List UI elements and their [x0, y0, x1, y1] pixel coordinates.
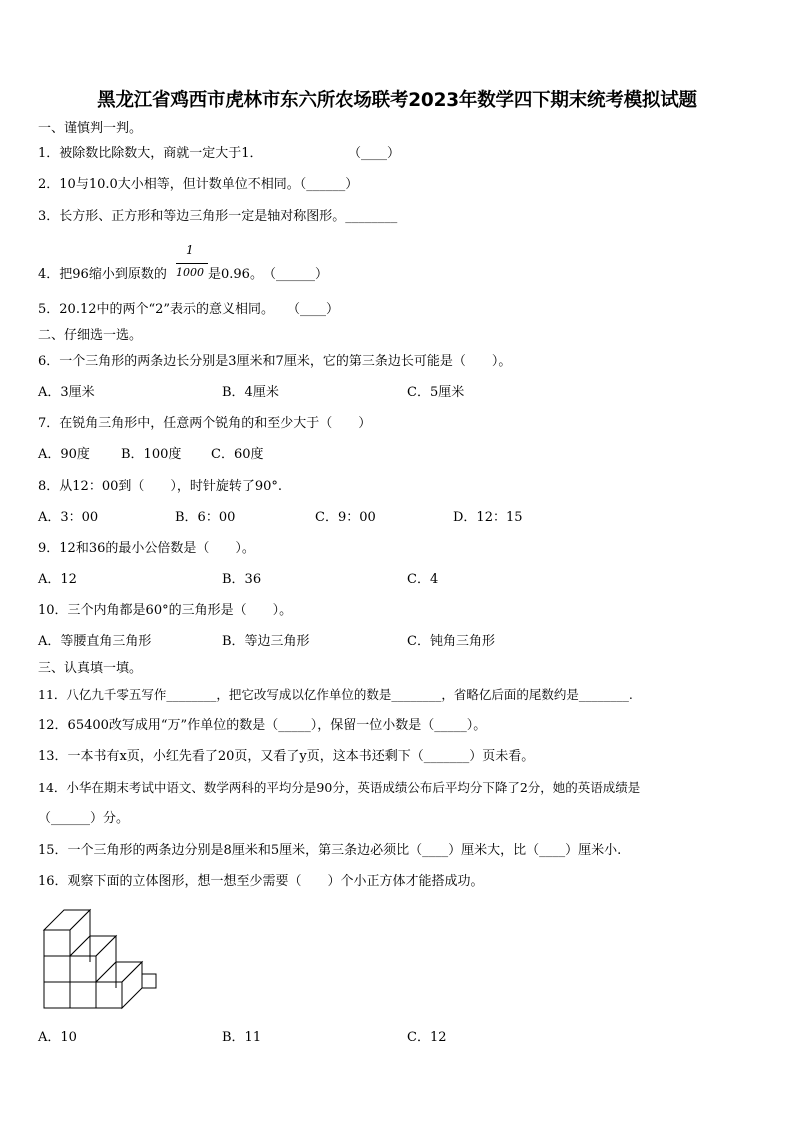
cube-edge — [142, 974, 156, 988]
question-14-line-2: （______）分。 — [38, 811, 130, 826]
cube-face — [70, 982, 96, 1008]
fraction-numerator: 1 — [186, 243, 194, 257]
question-6: 6．一个三角形的两条边长分别是3厘米和7厘米，它的第三条边长可能是（ ）。 — [38, 354, 512, 369]
cube-staircase-figure — [38, 905, 172, 1015]
section-heading-3: 三、认真填一填。 — [38, 661, 143, 676]
question-8: 8．从12：00到（ ），时针旋转了90°. — [38, 479, 283, 494]
question-16: 16．观察下面的立体图形，想一想至少需要（ ）个小正方体才能搭成功。 — [38, 874, 484, 889]
cube-face — [44, 956, 70, 982]
q10-option-c: C．钝角三角形 — [407, 634, 495, 649]
cube-face — [70, 956, 96, 982]
question-4-suffix: 是0.96。 （______） — [208, 267, 328, 282]
q16-option-a: A．10 — [38, 1030, 77, 1045]
cube-face — [96, 982, 122, 1008]
question-7: 7．在锐角三角形中，任意两个锐角的和至少大于（ ） — [38, 416, 372, 431]
section-heading-2: 二、仔细选一选。 — [38, 328, 143, 343]
q16-option-b: B．11 — [222, 1030, 262, 1045]
fraction-denominator: 1000 — [176, 266, 204, 279]
q9-option-c: C．4 — [407, 572, 439, 587]
question-12: 12．65400改写成用“万”作单位的数是（_____），保留一位小数是（_____）。 — [38, 718, 487, 733]
page-title: 黑龙江省鸡西市虎林市东六所农场联考2023年数学四下期末统考模拟试题 — [97, 90, 697, 111]
q6-option-b: B．4厘米 — [222, 385, 279, 400]
question-13: 13．一本书有x页，小红先看了20页，又看了y页，这本书还剩下（_______）页未看。 — [38, 749, 535, 764]
question-1-blank: （____） — [348, 146, 401, 161]
q7-option-b: B．100度 — [121, 447, 182, 462]
fraction-bar — [176, 263, 208, 264]
q16-option-c: C．12 — [407, 1030, 447, 1045]
question-2: 2．10与10.0大小相等，但计数单位不相同。（______） — [38, 177, 359, 192]
q8-option-a: A．3：00 — [38, 510, 99, 525]
question-5: 5．20.12中的两个“2”表示的意义相同。 （____） — [38, 302, 340, 317]
cube-face — [44, 982, 70, 1008]
q9-option-b: B．36 — [222, 572, 262, 587]
question-1: 1．被除数比除数大，商就一定大于1． — [38, 146, 263, 161]
q10-option-a: A．等腰直角三角形 — [38, 634, 152, 649]
q7-option-c: C．60度 — [211, 447, 264, 462]
q6-option-a: A．3厘米 — [38, 385, 95, 400]
question-10: 10．三个内角都是60°的三角形是（ ）。 — [38, 603, 293, 618]
question-11: 11．八亿九千零五写作________，把它改写成以亿作单位的数是________，省略亿后面的尾数约是________. — [38, 687, 633, 702]
q8-option-c: C．9：00 — [315, 510, 376, 525]
question-4-prefix: 4．把96缩小到原数的 — [38, 267, 167, 282]
q9-option-a: A．12 — [38, 572, 77, 587]
question-15: 15．一个三角形的两条边分别是8厘米和5厘米，第三条边必须比（____）厘米大，比（____）厘米小. — [38, 843, 622, 858]
q8-option-b: B．6：00 — [175, 510, 236, 525]
question-14-line-1: 14．小华在期末考试中语文、数学两科的平均分是90分，英语成绩公布后平均分下降了2分，她的英语成绩是 — [38, 780, 641, 795]
fraction-one-thousandth — [174, 243, 210, 283]
section-heading-1: 一、谨慎判一判。 — [38, 121, 143, 136]
q10-option-b: B．等边三角形 — [222, 634, 310, 649]
question-9: 9．12和36的最小公倍数是（ ）。 — [38, 541, 255, 556]
q7-option-a: A．90度 — [38, 447, 90, 462]
cube-face — [44, 930, 70, 956]
q6-option-c: C．5厘米 — [407, 385, 465, 400]
q8-option-d: D．12：15 — [453, 510, 523, 525]
question-3: 3．长方形、正方形和等边三角形一定是轴对称图形。________ — [38, 209, 398, 224]
